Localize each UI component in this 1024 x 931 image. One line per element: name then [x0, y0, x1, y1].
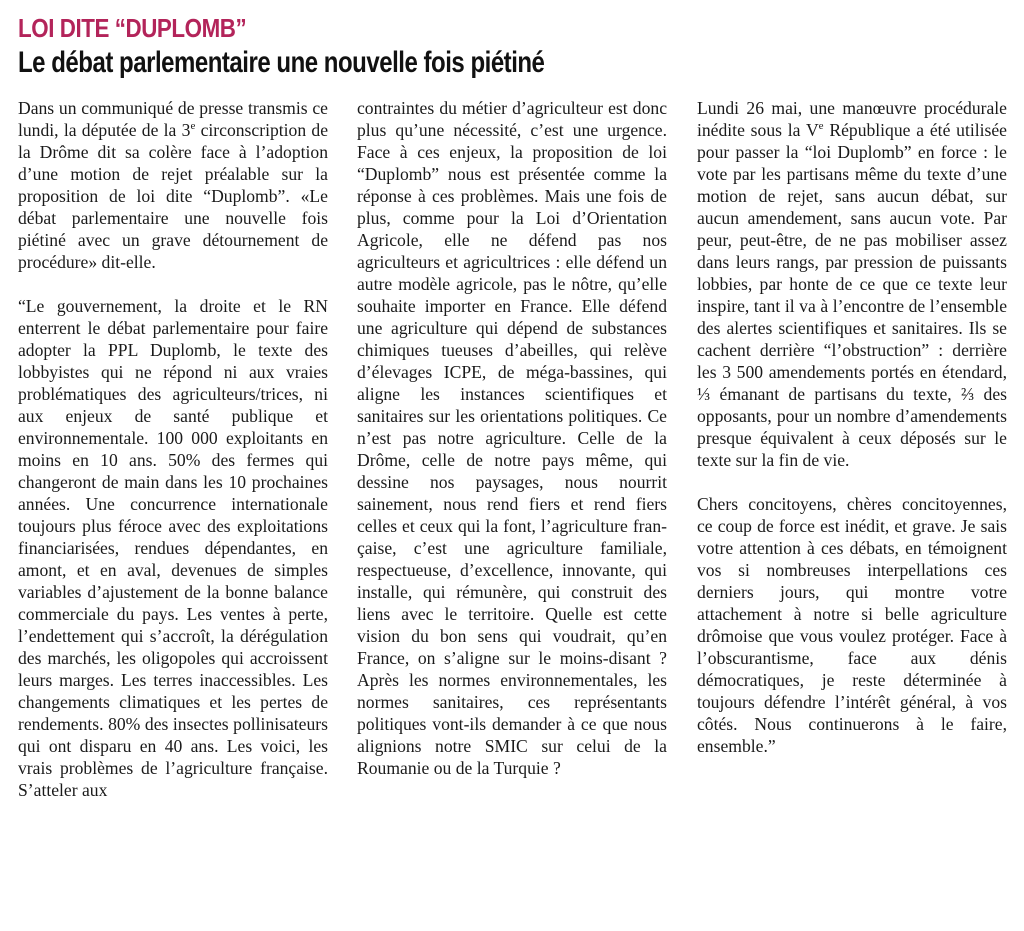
article-kicker: LOI DITE “DUPLOMB”	[18, 13, 247, 43]
paragraph-procedure: Lundi 26 mai, une manœuvre procédurale inédite sous la Ve République a été utilisée pour passer la “loi Duplomb” en force : le vote par les partisans même du texte d’une motion de rejet, sans aucun débat, sur aucun amendement, sans aucun vote. Par peur, peut-être, de ne pas mobiliser assez dans leurs rangs, par pression de puissants lobbies, par honte de ce que ce texte leur inspire, tant il va à l’encontre de l’ensemble des alertes scientifiques et sanitaires. Ils se cachent derrière “l’obstruction” : derrière les 3 500 amendements portés en étendard, ⅓ émanant de partisans du texte, ⅔ des opposants, pour un nombre d’amendements presque équivalent à ceux déposés sur le texte sur la fin de vie.	[697, 98, 1007, 470]
paragraph-quote-start: “Le gouvernement, la droite et le RN enterrent le débat parlementaire pour faire adopter la PPL Duplomb, le texte des lobbyistes qui ne répond ni aux vraies problématiques des agriculteurs/trices, ni aux enjeux de santé publique et environnementale. 100 000 exploitants en moins en 10 ans. 50% des fermes qui changeront de main dans les 10 prochaines années. Une concurrence internationale toujours plus féroce avec des exploitations financiarisées, rendues dépendantes, en amont, et en aval, devenues de simples variables d’ajustement de la bonne balance commerciale du pays. Les ventes à perte, l’endettement qui s’accroît, la dérégulation des marchés, les oligopoles qui accroissent leurs marges. Les terres inaccessibles. Les changements climatiques et les pertes de rendements. 80% des insectes pollinisateurs qui ont disparu en 40 ans. Les voici, les vrais problèmes de l’agriculture française. S’atteler aux	[18, 296, 328, 800]
paragraph-intro: Dans un communiqué de presse transmis ce lundi, la députée de la 3e circonscription de la Drôme dit sa colère face à l’adoption d’une motion de rejet préalable sur la proposition de loi dite “Duplomb”. «Le débat parlementaire une nouvelle fois piétiné avec un grave détournement de procédure» dit-elle.	[18, 98, 329, 272]
column-1	[18, 97, 328, 801]
column-2	[357, 97, 667, 779]
article-headline: Le débat parlementaire une nouvelle fois piétiné	[18, 46, 545, 79]
paragraph-closing: Chers concitoyens, chères concitoyennes, ce coup de force est inédit, et grave. Je sais votre attention à ces débats, en témoignent vos si nombreuses interpellations ces derniers jours, qui montre votre attachement à notre si belle agriculture drômoise que vous voulez protéger. Face à l’obscurantisme, face aux dénis démocratiques, je reste déterminée à toujours défendre l’intérêt général, à vos côtés. Nous continuerons à le faire, ensemble.”	[697, 494, 1007, 756]
column-3	[697, 97, 1007, 757]
paragraph-continued: contraintes du métier d’agriculteur est donc plus qu’une nécessité, c’est une urgence. Face à ces enjeux, la proposition de loi “Duplomb” nous est présentée comme la réponse à ces problèmes. Mais une fois de plus, comme pour la Loi d’Orientation Agricole, elle ne défend pas nos agriculteurs et agricultrices : elle défend un autre modèle agricole, pas le nôtre, qu’elle souhaite importer en France. Elle défend une agriculture qui dépend de substances chimiques tueuses d’abeilles, qui relève d’élevages ICPE, de méga-bassines, qui aligne les instances scientifiques et sanitaires sur les orientations politiques. Ce n’est pas notre agriculture. Celle de la Drôme, celle de notre pays même, qui dessine nos paysages, nous nourrit sainement, nous rend fiers et rend fiers celles et ceux qui la font, l’agriculture française, c’est une agriculture familiale, respectueuse, d’excellence, innovante, qui installe, qui rémunère, qui construit des liens avec le territoire. Quelle est cette vision du bon sens qui voudrait, qu’en France, on s’aligne sur le moins-disant ? Après les normes environnementales, les normes sanitaires, ces représentants politiques vont-ils demander à ce que nous alignions notre SMIC sur celui de la Roumanie ou de la Turquie ?	[357, 98, 667, 778]
